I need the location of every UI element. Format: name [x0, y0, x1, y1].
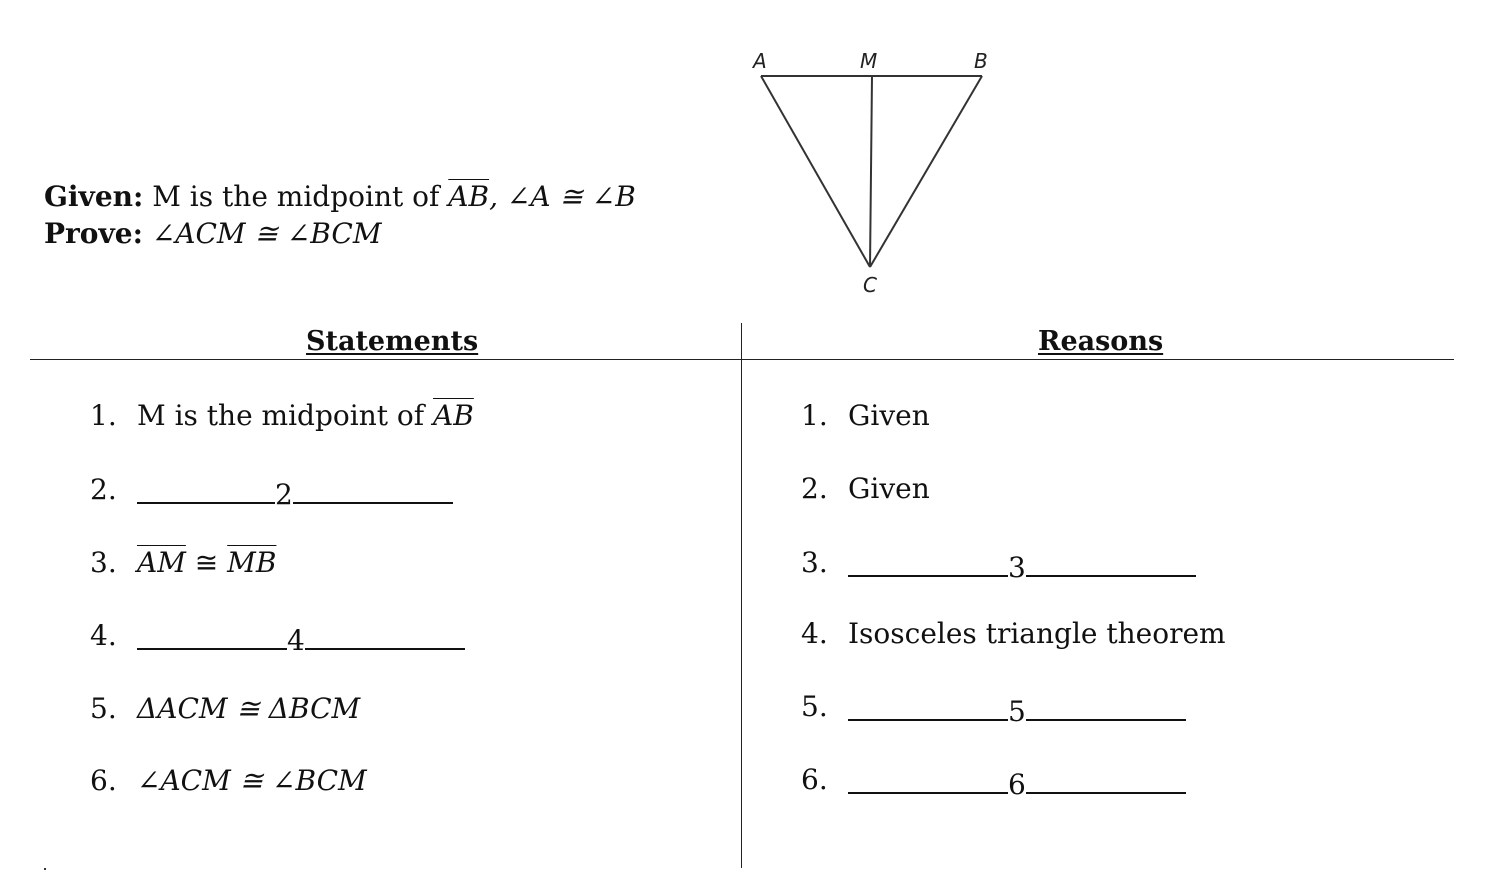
statement-number: 4.: [90, 619, 117, 652]
given-line: [44, 178, 636, 215]
segment-bc: [870, 76, 982, 267]
blank-line-left: [848, 762, 1008, 794]
table-divider-vertical: [741, 323, 742, 868]
triangle-figure: [745, 44, 1005, 299]
statement-text: [137, 545, 276, 581]
segment-mc: [870, 76, 872, 267]
blank-line-right: [1026, 689, 1186, 721]
statement-number: 2.: [90, 473, 117, 506]
blank-line-left: [848, 689, 1008, 721]
statement-number: 5.: [90, 692, 117, 725]
vertex-label-m: M: [860, 49, 878, 73]
reason-number: 1.: [801, 399, 828, 432]
statement-blank[interactable]: [137, 618, 465, 659]
blank-line-left: [137, 472, 275, 504]
blank-line-right: [293, 472, 453, 504]
vertex-label-a: A: [753, 49, 767, 73]
blank-line-right: [305, 618, 465, 650]
statement-number: 3.: [90, 546, 117, 579]
statement-segment: $\overline{AB}$: [433, 399, 474, 432]
given-text: M is the midpoint of: [152, 180, 449, 213]
given-label: Given:: [44, 180, 144, 213]
given-angles: , ∠A ≅ ∠B: [489, 180, 636, 213]
reason-text: Isosceles triangle theorem: [848, 617, 1226, 650]
reason-number: 5.: [801, 690, 828, 723]
prove-label: Prove:: [44, 217, 143, 250]
reason-number: 4.: [801, 617, 828, 650]
table-divider-horizontal: [30, 359, 1454, 360]
reason-text: Given: [848, 472, 930, 505]
stray-dot-mark: [44, 868, 46, 870]
blank-label: 2: [275, 478, 293, 511]
blank-label: 4: [287, 624, 305, 657]
reason-number: 3.: [801, 546, 828, 579]
reasons-header: Reasons: [1038, 326, 1164, 357]
blank-line-right: [1026, 545, 1196, 577]
statement-text: ∠ACM ≅ ∠BCM: [137, 764, 367, 797]
blank-line-right: [1026, 762, 1186, 794]
reason-blank[interactable]: [848, 762, 1186, 803]
reason-number: 2.: [801, 472, 828, 505]
blank-label: 5: [1008, 695, 1026, 728]
statement-segment-am: $\overline{AM}$: [137, 546, 186, 579]
statement-text-part: M is the midpoint of: [137, 399, 434, 432]
given-prove-block: [44, 178, 636, 252]
vertex-label-c: C: [863, 273, 877, 297]
statement-number: 6.: [90, 764, 117, 797]
statement-segment-mb: $\overline{MB}$: [227, 546, 277, 579]
reason-number: 6.: [801, 763, 828, 796]
statement-blank[interactable]: [137, 472, 453, 513]
vertex-label-b: B: [974, 49, 988, 73]
prove-line: [44, 215, 636, 252]
statement-congruence: ≅: [185, 546, 228, 579]
blank-label: 6: [1008, 768, 1026, 801]
given-segment: $\overline{AB}$: [448, 180, 490, 213]
blank-line-left: [137, 618, 287, 650]
reason-text: Given: [848, 399, 930, 432]
segment-ac: [761, 76, 870, 267]
blank-label: 3: [1008, 551, 1026, 584]
statement-text: [137, 398, 474, 434]
statement-text: ΔACM ≅ ΔBCM: [137, 692, 361, 725]
prove-statement: ∠ACM ≅ ∠BCM: [151, 217, 382, 250]
statement-number: 1.: [90, 399, 117, 432]
reason-blank[interactable]: [848, 689, 1186, 730]
statements-header: Statements: [306, 326, 479, 357]
blank-line-left: [848, 545, 1008, 577]
reason-blank[interactable]: [848, 545, 1196, 586]
